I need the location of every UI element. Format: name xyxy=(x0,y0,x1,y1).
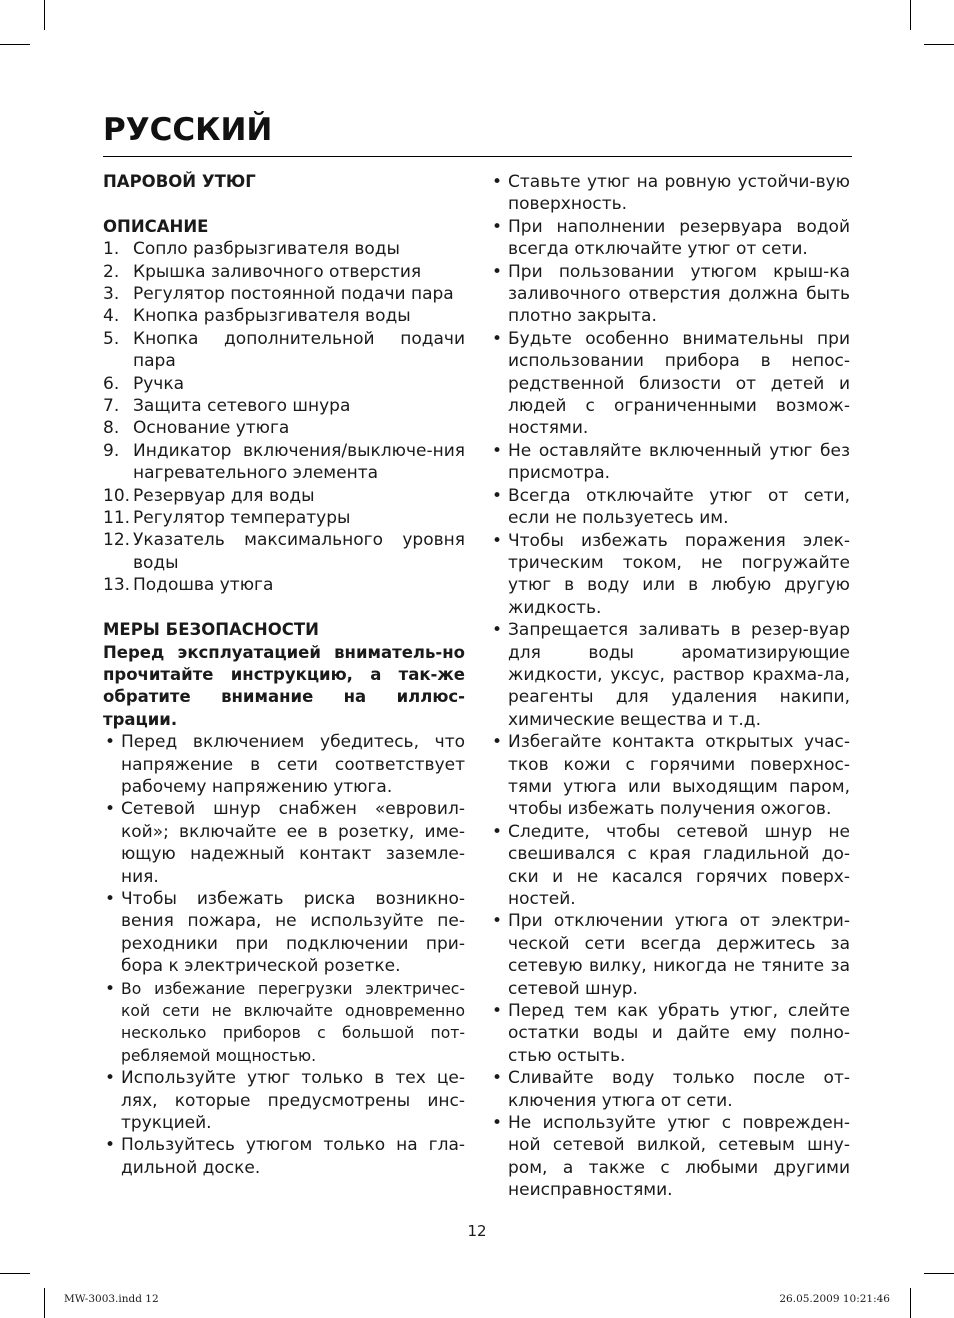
safety-list-left xyxy=(103,731,465,1179)
crop-mark xyxy=(910,0,911,30)
list-item: • Ставьте утюг на ровную устойчи-вую поверхность. xyxy=(492,172,850,215)
list-item: 3. Регулятор постоянной подачи пара xyxy=(103,284,454,305)
list-item: • При пользовании утюгом крыш-ка заливочного отверстия должна быть плотно закрыта. xyxy=(492,261,850,327)
list-item: 13. Подошва утюга xyxy=(103,575,274,596)
safety-list-right xyxy=(490,171,850,1202)
list-item: • Не используйте утюг с поврежден-ной сетевой вилкой, сетевым шну-ром, а также с любыми другими неисправностями. xyxy=(492,1113,850,1201)
list-item: 7. Защита сетевого шнура xyxy=(103,396,351,417)
safety-intro: Перед эксплуатацией вниматель-но прочитайте инструкцию, а так-же обратите внимание на иллюс-трации. xyxy=(103,642,465,729)
list-item: • Используйте утюг только в тех це-лях, которые предусмотрены инс-трукцией. xyxy=(105,1068,465,1134)
print-slug-date: 26.05.2009 10:21:46 xyxy=(779,1293,890,1305)
list-item: • Запрещается заливать в резер-вуар для воды ароматизирующие жидкости, уксус, раствор крахма-ла, реагенты для удаления накипи, химические вещества и т.д. xyxy=(492,620,850,730)
list-item: • Чтобы избежать риска возникно-вения пожара, не используйте пе-реходники при подключении при-бора к электрической розетке. xyxy=(105,888,465,977)
list-item: 10. Резервуар для воды xyxy=(103,485,315,506)
list-item: • Будьте особенно внимательны при использовании прибора в непос-редственной близости от детей и людей с ограниченными возмож-ностями. xyxy=(492,328,850,439)
list-item: 11. Регулятор температуры xyxy=(103,508,351,529)
parts-list xyxy=(103,238,465,597)
crop-mark xyxy=(924,44,954,45)
list-item: • При отключении утюга от электри-ческой сети всегда держитесь за сетевую вилку, никогда не тяните за сетевой шнур. xyxy=(492,911,850,999)
list-item: • Следите, чтобы сетевой шнур не свешивался с края гладильной до-ски и не касался горячих поверх-ностей. xyxy=(492,821,850,909)
list-item: 9. Индикатор включения/выключе-ния нагревательного элемента xyxy=(103,440,465,484)
right-column xyxy=(490,171,850,1202)
crop-mark xyxy=(44,0,45,30)
list-item: • Всегда отключайте утюг от сети, если не пользуетесь им. xyxy=(492,485,850,529)
list-item: 2. Крышка заливочного отверстия xyxy=(103,261,422,282)
list-item: • При наполнении резервуара водой всегда отключайте утюг от сети. xyxy=(492,216,850,260)
list-item: 12. Указатель максимального уровня воды xyxy=(103,530,465,573)
list-item: 6. Ручка xyxy=(103,373,185,394)
crop-mark xyxy=(910,1288,911,1318)
list-item: • Во избежание перегрузки электричес-кой сети не включайте одновременно несколько приборов с большой пот-ребляемой мощностью. xyxy=(105,978,465,1065)
list-item: • Сливайте воду только после от-ключения утюга от сети. xyxy=(492,1068,850,1111)
left-column xyxy=(103,171,465,1179)
title-rule xyxy=(103,156,852,157)
list-item: • Не оставляйте включенный утюг без присмотра. xyxy=(492,440,850,484)
list-item: • Перед тем как убрать утюг, слейте остатки воды и дайте ему полно-стью остыть. xyxy=(492,1001,850,1066)
page-number: 12 xyxy=(467,1222,487,1240)
print-slug-file: MW-3003.indd 12 xyxy=(64,1293,159,1305)
crop-mark xyxy=(0,44,30,45)
language-title: РУССКИЙ xyxy=(103,112,273,148)
crop-mark xyxy=(44,1288,45,1318)
description-heading: ОПИСАНИЕ xyxy=(103,216,209,236)
list-item: • Чтобы избежать поражения элек-трическим током, не погружайте утюг в воду или в любую другую жидкость. xyxy=(492,530,850,618)
list-item: • Перед включением убедитесь, что напряжение в сети соответствует рабочему напряжению утюга. xyxy=(105,732,465,797)
crop-mark xyxy=(0,1273,30,1274)
product-title: ПАРОВОЙ УТЮГ xyxy=(103,172,256,191)
list-item: 8. Основание утюга xyxy=(103,418,290,439)
list-item: 4. Кнопка разбрызгивателя воды xyxy=(103,306,411,327)
list-item: • Избегайте контакта открытых учас-тков кожи с горячими поверхнос-тями утюга или выходящим паром, чтобы избежать получения ожогов. xyxy=(492,732,850,820)
crop-mark xyxy=(924,1273,954,1274)
safety-heading: МЕРЫ БЕЗОПАСНОСТИ xyxy=(103,620,319,640)
list-item: • Сетевой шнур снабжен «евровил-кой»; включайте ее в розетку, име-ющую надежный контакт заземле-ния. xyxy=(105,799,465,887)
list-item: 1. Сопло разбрызгивателя воды xyxy=(103,239,400,260)
list-item: • Пользуйтесь утюгом только на гла-дильной доске. xyxy=(105,1135,465,1178)
list-item: 5. Кнопка дополнительной подачи пара xyxy=(103,328,465,372)
